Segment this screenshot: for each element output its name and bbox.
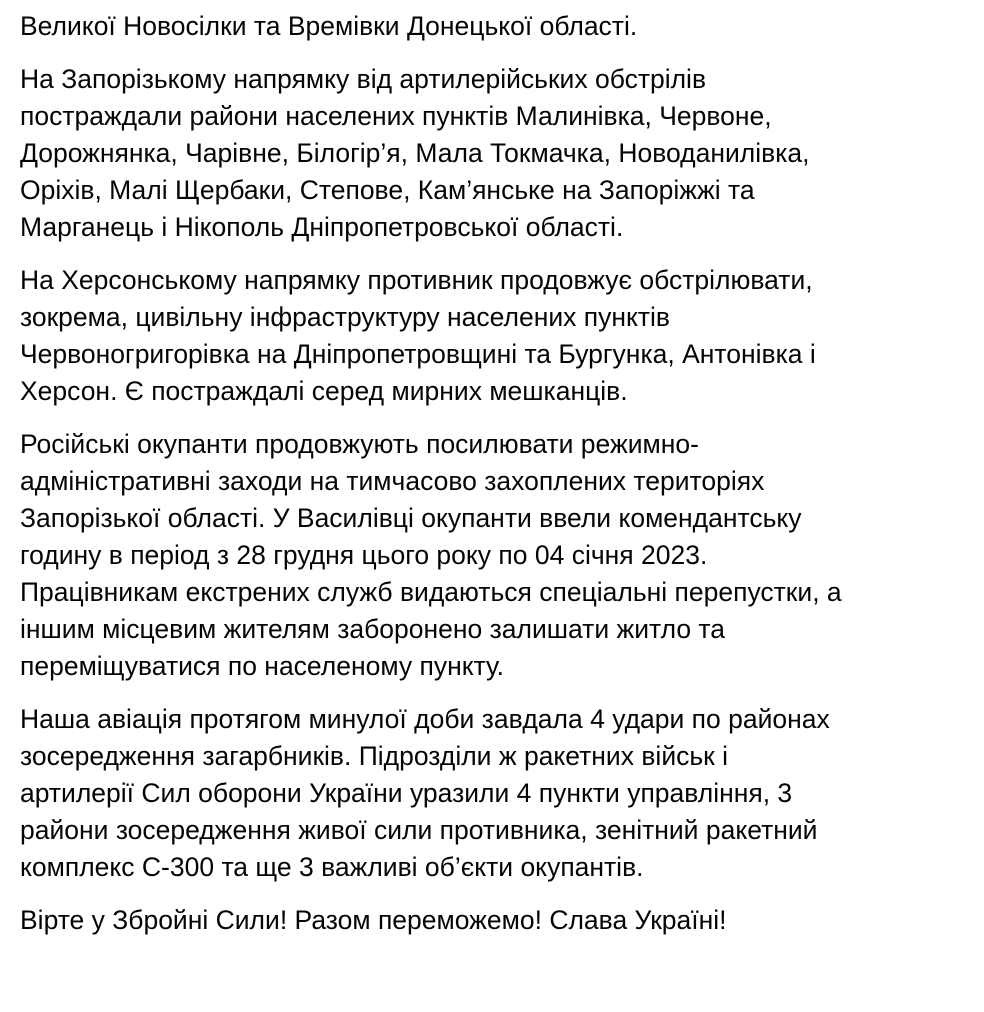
text-line: Запорізької області. У Василівці окупанти ввели комендантську: [20, 503, 802, 533]
post-paragraph: [20, 426, 980, 685]
text-line: комплекс С-300 та ще 3 важливі об’єкти окупантів.: [20, 852, 644, 882]
text-line: Вірте у Збройні Сили! Разом переможемо! Слава Україні!: [20, 905, 727, 935]
text-line: Дорожнянка, Чарівне, Білогір’я, Мала Токмачка, Новоданилівка,: [20, 138, 810, 168]
text-line: переміщуватися по населеному пункту.: [20, 651, 505, 681]
post-paragraph: [20, 902, 980, 939]
text-line: На Запорізькому напрямку від артилерійських обстрілів: [20, 64, 707, 94]
text-line: Працівникам екстрених служб видаються спеціальні перепустки, а: [20, 577, 842, 607]
post-paragraph: [20, 61, 980, 246]
text-line: артилерії Сил оборони України уразили 4 пункти управління, 3: [20, 778, 793, 808]
text-line: годину в період з 28 грудня цього року по 04 січня 2023.: [20, 540, 708, 570]
text-line: Марганець і Нікополь Дніпропетровської області.: [20, 212, 624, 242]
text-line: Російські окупанти продовжують посилювати режимно-: [20, 429, 699, 459]
post-paragraph: [20, 8, 980, 45]
post-text: [20, 8, 980, 955]
text-line: адміністративні заходи на тимчасово захоплених територіях: [20, 466, 765, 496]
text-line: На Херсонському напрямку противник продовжує обстрілювати,: [20, 265, 813, 295]
text-line: іншим місцевим жителям заборонено залишати житло та: [20, 614, 726, 644]
text-line: Червоногригорівка на Дніпропетровщині та Бургунка, Антонівка і: [20, 339, 816, 369]
text-line: райони зосередження живої сили противника, зенітний ракетний: [20, 815, 818, 845]
post-paragraph: [20, 262, 980, 410]
text-line: Херсон. Є постраждалі серед мирних мешканців.: [20, 376, 628, 406]
text-line: постраждали райони населених пунктів Малинівка, Червоне,: [20, 101, 772, 131]
text-line: Оріхів, Малі Щербаки, Степове, Кам’янське на Запоріжжі та: [20, 175, 755, 205]
text-line: зокрема, цивільну інфраструктуру населених пунктів: [20, 302, 670, 332]
text-line: Великої Новосілки та Времівки Донецької області.: [20, 11, 638, 41]
text-line: Наша авіація протягом минулої доби завдала 4 удари по районах: [20, 704, 830, 734]
text-line: зосередження загарбників. Підрозділи ж ракетних військ і: [20, 741, 729, 771]
post-paragraph: [20, 701, 980, 886]
